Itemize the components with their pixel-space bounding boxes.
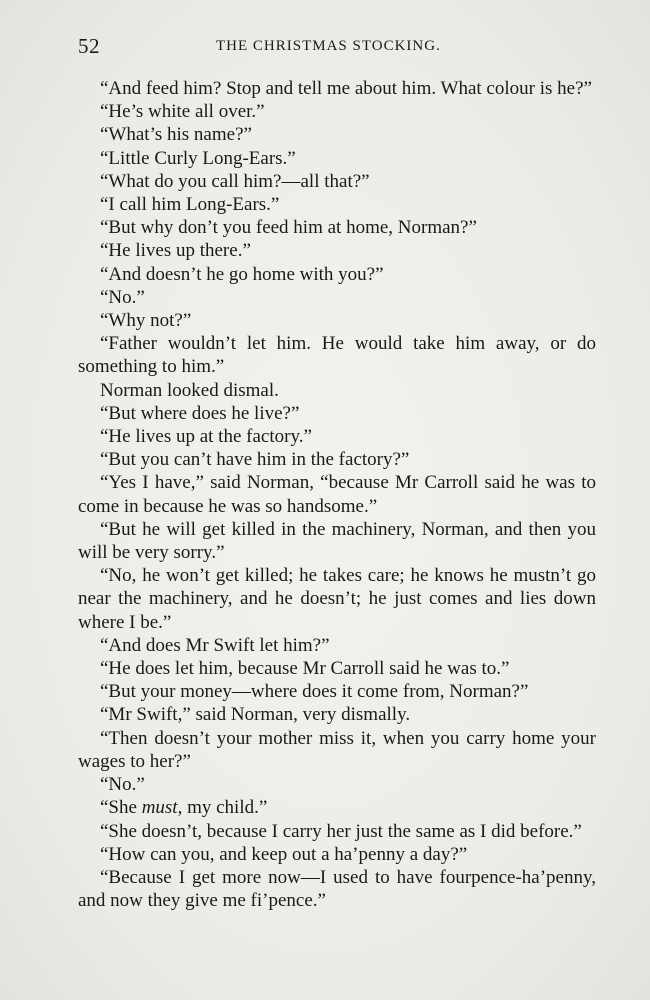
paragraph: Norman looked dismal.: [100, 379, 279, 401]
paragraph: “He’s white all over.”: [100, 101, 265, 123]
paragraph: “What’s his name?”: [100, 124, 252, 146]
paragraph: “What do you call him?—all that?”: [100, 170, 370, 192]
paragraph: “Little Curly Long-Ears.”: [100, 147, 296, 169]
paragraph: “Why not?”: [100, 310, 192, 332]
emphasized-word: must: [141, 797, 178, 819]
paragraph: “But your money—where does it come from, Norman?”: [100, 681, 529, 703]
paragraph: “He lives up at the factory.”: [100, 426, 312, 448]
body-text: [78, 77, 596, 912]
running-title: THE CHRISTMAS STOCKING.: [216, 38, 441, 54]
text-run: “She: [100, 797, 142, 819]
paragraph: “And doesn’t he go home with you?”: [100, 263, 384, 285]
paragraph: “He lives up there.”: [100, 240, 251, 262]
paragraph: “But you can’t have him in the factory?”: [100, 449, 410, 471]
text-run: , my child.”: [177, 797, 268, 819]
paragraph: “And feed him? Stop and tell me about him. What colour is he?”: [100, 78, 592, 99]
paragraph: “He does let him, because Mr Carroll said he was to.”: [100, 658, 510, 680]
paragraph: “No.”: [100, 286, 145, 308]
paragraph: “Father wouldn’t let him. He would take him away, or do something to him.”: [78, 333, 596, 378]
paragraph: “She doesn’t, because I carry her just the same as I did before.”: [100, 820, 582, 842]
paragraph: “No, he won’t get killed; he takes care; he knows he mustn’t go near the machinery, and he doesn’t; he just comes and lies down where I be.”: [78, 565, 596, 633]
paragraph: “And does Mr Swift let him?”: [100, 634, 330, 656]
paragraph: “But he will get killed in the machinery, Norman, and then you will be very sorry.”: [78, 518, 596, 564]
paragraph: “Then doesn’t your mother miss it, when you carry home your wages to her?”: [78, 727, 596, 772]
paragraph: “Because I get more now—I used to have fourpence-ha’penny, and now they give me fi’pence.”: [78, 866, 596, 912]
page-header: [78, 34, 596, 60]
paragraph: “But why don’t you feed him at home, Norman?”: [100, 217, 477, 239]
paragraph: [78, 796, 596, 819]
paragraph: “But where does he live?”: [100, 402, 300, 424]
paragraph: “How can you, and keep out a ha’penny a day?”: [100, 843, 468, 865]
page-number: 52: [78, 34, 100, 58]
paragraph: “No.”: [100, 774, 145, 796]
paragraph: “Mr Swift,” said Norman, very dismally.: [100, 704, 411, 726]
paragraph: “I call him Long-Ears.”: [100, 194, 280, 216]
paragraph: “Yes I have,” said Norman, “because Mr Carroll said he was to come in because he was so handsome.”: [78, 472, 596, 517]
